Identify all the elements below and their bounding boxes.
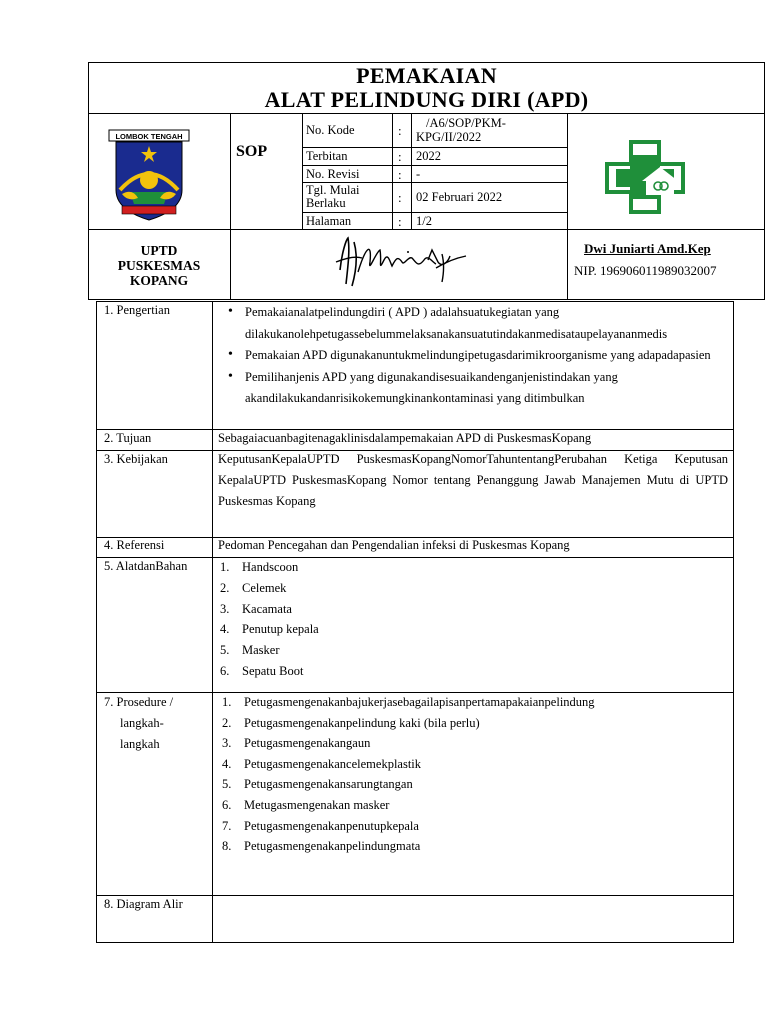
field-row-line: [302, 165, 567, 166]
lombok-tengah-logo: [108, 128, 190, 224]
list-item: 6. Metugasmengenakan masker: [222, 797, 390, 812]
list-item: 1. Handscoon: [220, 560, 299, 574]
colon: :: [398, 167, 402, 182]
label-column-divider: [212, 301, 213, 943]
colon: :: [398, 123, 402, 138]
list-item: 4. Penutup kepala: [220, 622, 319, 637]
alat-list: [220, 557, 720, 682]
list-item: 5. Masker: [220, 643, 280, 658]
field-row-line: [302, 212, 567, 213]
sop-label: SOP: [236, 143, 268, 160]
field-label-revisi: No. Revisi: [306, 167, 360, 181]
list-item: 4. Petugasmengenakancelemekplastik: [222, 756, 422, 771]
label-kebijakan: 3. Kebijakan: [104, 452, 168, 466]
prosedure-label-line: 7. Prosedure /: [104, 695, 174, 709]
list-item: 8. Petugasmengenakanpelindungmata: [222, 839, 421, 854]
label-tujuan: 2. Tujuan: [104, 431, 152, 445]
logo-divider: [230, 113, 231, 300]
prosedure-label-line: langkah-: [120, 716, 164, 730]
org-divider: [88, 229, 765, 230]
referensi-text: Pedoman Pencegahan dan Pengendalian infeksi di Puskesmas Kopang: [218, 538, 570, 552]
list-item: 1. Petugasmengenakanbajukerjasebagailapisanpertamapakaianpelindung: [222, 695, 595, 709]
field-label-halaman: Halaman: [306, 214, 352, 228]
list-item: 2. Petugasmengenakanpelindung kaki (bila perlu): [222, 715, 480, 730]
title-line-1: PEMAKAIAN: [356, 63, 497, 88]
list-item: • Pemakaianalatpelindungdiri ( APD ) adalahsuatukegiatan yang dilakukanolehpetugassebelummelaksanakansuatutindakanmedisataupelayananmedis: [220, 302, 720, 345]
label-prosedure: [104, 692, 173, 755]
field-value-revisi: -: [416, 167, 421, 181]
colon: :: [398, 149, 402, 164]
field-label-terbitan: Terbitan: [306, 149, 348, 163]
right-logo-divider: [567, 113, 568, 300]
list-item: • Pemakaian APD digunakanuntukmelindungipetugasdarimikroorganisme yang adapadapasien: [220, 345, 720, 367]
field-row-line: [302, 147, 567, 148]
label-alat-bahan: 5. AlatdanBahan: [104, 559, 188, 573]
colon: :: [398, 190, 402, 205]
org-line-3: KOPANG: [129, 273, 189, 288]
org-line-1: UPTD: [140, 243, 178, 258]
list-item: 5. Petugasmengenakansarungtangan: [222, 777, 413, 792]
signatory-nip: NIP. 196906011989032007: [574, 263, 717, 278]
field-label-kode: No. Kode: [306, 123, 355, 137]
field-value-tgl: 02 Februari 2022: [416, 190, 503, 204]
field-value-halaman: 1/2: [416, 214, 432, 228]
field-value-kode: /A6/SOP/PKM-KPG/II/2022: [416, 116, 506, 144]
kebijakan-text: KeputusanKepalaUPTD PuskesmasKopangNomorTahuntentangPerubahan Ketiga Keputusan KepalaUPTD PuskesmasKopang Nomor tentang Penanggung Jawab Manajemen Mutu di UPTD Puskesmas Kopang: [218, 452, 728, 508]
colon: :: [398, 214, 402, 229]
document-title: [88, 62, 765, 114]
list-item: 7. Petugasmengenakanpenutupkepala: [222, 818, 419, 833]
label-referensi: 4. Referensi: [104, 538, 165, 552]
list-item: 2. Celemek: [220, 580, 287, 595]
label-pengertian: 1. Pengertian: [104, 303, 170, 317]
organization-name: [88, 243, 230, 288]
label-diagram-alir: 8. Diagram Alir: [104, 897, 183, 911]
pengertian-list: [220, 302, 720, 410]
field-value-terbitan: 2022: [416, 149, 441, 163]
field-label-tgl: Tgl. Mulai Berlaku: [306, 183, 360, 210]
tujuan-text: Sebagaiacuanbagitenagaklinisdalampemakaian APD di PuskesmasKopang: [218, 431, 592, 445]
signature: [332, 232, 472, 294]
list-item: • Pemilihanjenis APD yang digunakandisesuaikandenganjenistindakan yang akandilakukandanrisikokemungkinankontaminasi yang ditimbulkan: [220, 367, 720, 410]
title-line-2: ALAT PELINDUNG DIRI (APD): [264, 87, 589, 112]
row-line: [96, 895, 734, 896]
logo-banner-text: LOMBOK TENGAH: [115, 132, 183, 141]
puskesmas-logo: [598, 139, 694, 215]
list-item: 6. Sepatu Boot: [220, 663, 304, 678]
prosedure-list: [222, 692, 722, 857]
signatory-name: Dwi Juniarti Amd.Kep: [584, 241, 711, 256]
list-item: 3. Petugasmengenakangaun: [222, 736, 371, 751]
org-line-2: PUSKESMAS: [117, 258, 201, 273]
list-item: 3. Kacamata: [220, 601, 292, 616]
prosedure-label-line: langkah: [120, 737, 160, 751]
